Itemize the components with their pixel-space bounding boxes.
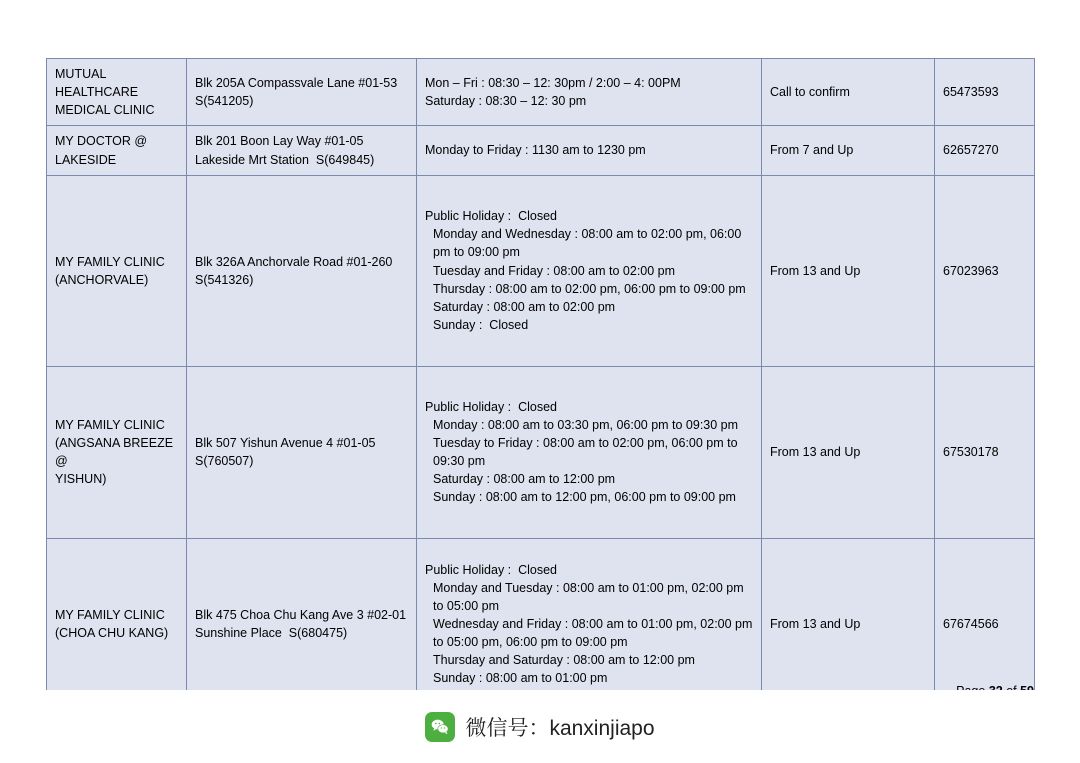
operating-hours-cell	[417, 59, 762, 126]
address-line: Blk 475 Choa Chu Kang Ave 3 #02-01	[195, 608, 407, 622]
contact-number-cell: 67023963	[935, 175, 1035, 366]
hours-line: Saturday : 08:00 am to 02:00 pm	[433, 299, 616, 314]
clinic-name-line: YISHUN)	[55, 472, 107, 487]
contact-number-cell: 67674566	[935, 538, 1035, 710]
clinic-name-cell	[47, 538, 187, 710]
hours-line: Monday and Tuesday : 08:00 am to 01:00 pm, 02:00 pm to 05:00 pm	[433, 580, 748, 613]
clinic-name-cell	[47, 366, 187, 538]
hours-line: Mon – Fri : 08:30 – 12: 30pm / 2:00 – 4: 00PM	[425, 76, 681, 91]
clinic-address-cell	[187, 538, 417, 710]
hours-line: Public Holiday : Closed	[425, 562, 558, 577]
clinic-listing-table	[46, 58, 1035, 711]
address-line: S(760507)	[195, 454, 254, 469]
hours-line: Tuesday and Friday : 08:00 am to 02:00 pm	[433, 263, 676, 278]
address-line: Sunshine Place S(680475)	[195, 626, 348, 641]
clinic-name-line: MUTUAL	[55, 67, 107, 81]
age-group-cell: Call to confirm	[762, 59, 935, 126]
age-group-cell: From 13 and Up	[762, 538, 935, 710]
address-line: Lakeside Mrt Station S(649845)	[195, 152, 375, 167]
address-line: Blk 201 Boon Lay Way #01-05	[195, 134, 364, 149]
table-row	[47, 175, 1035, 366]
address-line: Blk 205A Compassvale Lane #01-53	[195, 76, 398, 91]
clinic-name-line: MY FAMILY CLINIC	[55, 608, 165, 622]
hours-line: Monday : 08:00 am to 03:30 pm, 06:00 pm to 09:30 pm	[433, 417, 739, 432]
clinic-name-cell	[47, 175, 187, 366]
hours-line: Monday and Wednesday : 08:00 am to 02:00 pm, 06:00 pm to 09:00 pm	[433, 227, 745, 260]
clinic-name-line: (CHOA CHU KANG)	[55, 626, 169, 641]
contact-number-cell: 67530178	[935, 366, 1035, 538]
table-row	[47, 59, 1035, 126]
table-row	[47, 366, 1035, 538]
address-line: Blk 326A Anchorvale Road #01-260	[195, 254, 393, 269]
clinic-name-line: MY FAMILY CLINIC	[55, 417, 165, 432]
age-group-cell: From 13 and Up	[762, 175, 935, 366]
table-row	[47, 538, 1035, 710]
clinic-address-cell	[187, 59, 417, 126]
hours-line: Public Holiday : Closed	[425, 209, 558, 224]
contact-number-cell: 65473593	[935, 59, 1035, 126]
hours-line: Sunday : Closed	[433, 317, 529, 332]
address-line: Blk 507 Yishun Avenue 4 #01-05	[195, 436, 376, 450]
age-group-cell: From 13 and Up	[762, 366, 935, 538]
clinic-address-cell	[187, 126, 417, 175]
table-body	[47, 59, 1035, 711]
clinic-name-line: MEDICAL CLINIC	[55, 103, 155, 118]
hours-line: Tuesday to Friday : 08:00 am to 02:00 pm, 06:00 pm to 09:30 pm	[433, 436, 742, 469]
clinic-address-cell	[187, 366, 417, 538]
wechat-id-text: 微信号：kanxinjiapo	[465, 716, 655, 740]
wechat-watermark	[0, 690, 1080, 763]
hours-line: Thursday and Saturday : 08:00 am to 12:00 pm	[433, 653, 695, 668]
clinic-address-cell	[187, 175, 417, 366]
contact-number-cell: 62657270	[935, 126, 1035, 175]
table-row	[47, 126, 1035, 175]
hours-line: Sunday : 08:00 am to 12:00 pm, 06:00 pm to 09:00 pm	[433, 490, 736, 505]
hours-line: Sunday : 08:00 am to 01:00 pm	[433, 671, 608, 686]
clinic-name-cell	[47, 126, 187, 175]
hours-line: Monday to Friday : 1130 am to 1230 pm	[425, 143, 646, 158]
operating-hours-cell	[417, 126, 762, 175]
hours-line: Wednesday and Friday : 08:00 am to 01:00 pm, 02:00 pm to 05:00 pm, 06:00 pm to 09:00 pm	[433, 617, 756, 650]
clinic-name-line: (ANGSANA BREEZE @	[55, 436, 177, 469]
hours-line: Saturday : 08:00 am to 12:00 pm	[433, 472, 616, 487]
wechat-watermark-inner	[425, 712, 654, 742]
hours-line: Thursday : 08:00 am to 02:00 pm, 06:00 pm to 09:00 pm	[433, 281, 746, 296]
clinic-name-line: (ANCHORVALE)	[55, 272, 149, 287]
age-group-cell: From 7 and Up	[762, 126, 935, 175]
clinic-name-line: LAKESIDE	[55, 152, 117, 167]
address-line: S(541205)	[195, 94, 254, 109]
hours-line: Saturday : 08:30 – 12: 30 pm	[425, 94, 587, 109]
operating-hours-cell	[417, 366, 762, 538]
clinic-name-line: MY DOCTOR @	[55, 134, 148, 149]
operating-hours-cell	[417, 175, 762, 366]
clinic-name-line: HEALTHCARE	[55, 85, 139, 100]
clinic-name-line: MY FAMILY CLINIC	[55, 254, 165, 269]
address-line: S(541326)	[195, 272, 254, 287]
hours-line: Public Holiday : Closed	[425, 399, 558, 414]
operating-hours-cell	[417, 538, 762, 710]
wechat-icon	[425, 712, 455, 742]
clinic-name-cell	[47, 59, 187, 126]
